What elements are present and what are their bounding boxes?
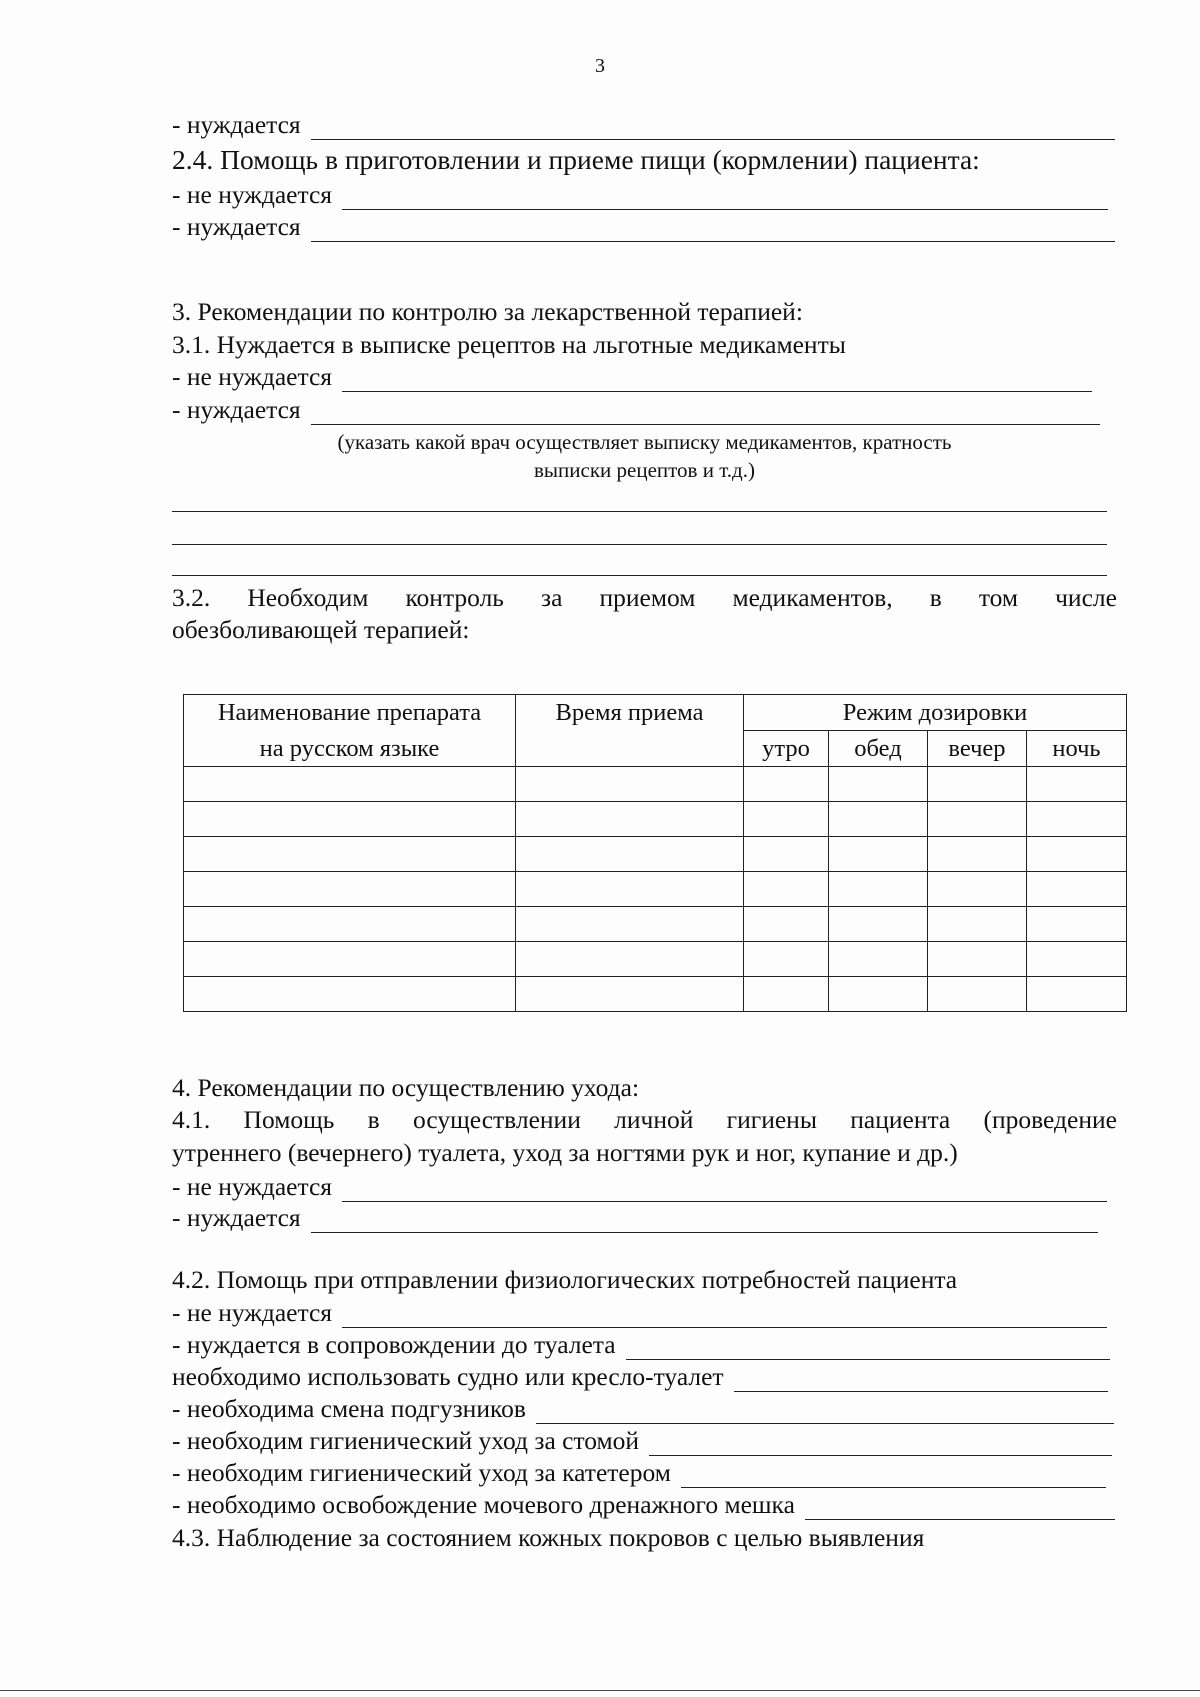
table-cell[interactable] <box>928 942 1027 977</box>
s4-1-word: (проведение <box>983 1105 1117 1134</box>
s3-2-word: в <box>929 583 942 612</box>
table-cell[interactable] <box>184 802 516 837</box>
table-cell[interactable] <box>184 872 516 907</box>
table-cell[interactable] <box>829 872 928 907</box>
s3-2-word: контроль <box>405 583 504 612</box>
s4-2-catheter-label: - необходим гигиенический уход за катетером <box>172 1458 671 1487</box>
table-cell[interactable] <box>829 907 928 942</box>
table-cell[interactable] <box>1027 907 1127 942</box>
table-cell[interactable] <box>829 802 928 837</box>
s4-1-needs-blank[interactable] <box>311 1210 1098 1233</box>
s3-1-hint-line-2: выписки рецептов и т.д.) <box>534 458 755 482</box>
s4-2-catheter-blank[interactable] <box>681 1465 1106 1488</box>
s4-2-stoma-blank[interactable] <box>649 1433 1112 1456</box>
s2-4-not-label: - не нуждается <box>172 180 332 209</box>
blank-rule-3[interactable] <box>172 575 1107 576</box>
header-time: Время приема <box>516 695 744 767</box>
s3-2-word: за <box>541 583 563 612</box>
table-cell[interactable] <box>829 767 928 802</box>
header-drug-name-line-2: на русском языке <box>259 735 440 762</box>
header-drug-name <box>184 695 516 767</box>
s4-2-diapers-label: - необходима смена подгузников <box>172 1394 526 1423</box>
blank-rule-1[interactable] <box>172 511 1107 512</box>
header-evening: вечер <box>928 731 1027 767</box>
header-night: ночь <box>1027 731 1127 767</box>
s4-1-not-line <box>172 1172 1107 1202</box>
table-cell[interactable] <box>928 837 1027 872</box>
table-cell[interactable] <box>744 837 829 872</box>
s3-1-not-blank[interactable] <box>342 369 1092 392</box>
table-cell[interactable] <box>1027 837 1127 872</box>
table-cell[interactable] <box>516 907 744 942</box>
table-cell[interactable] <box>928 802 1027 837</box>
s4-2-escort-line <box>172 1330 1110 1360</box>
s4-2-bag-line <box>172 1490 1115 1520</box>
s3-1-needs-line <box>172 395 1100 425</box>
table-cell[interactable] <box>829 942 928 977</box>
s3-2-word: 3.2. <box>172 583 211 612</box>
table-cell[interactable] <box>1027 767 1127 802</box>
s3-1-hint-line-1: (указать какой врач осуществляет выписку медикаментов, кратность <box>337 430 952 454</box>
table-cell[interactable] <box>744 872 829 907</box>
table-cell[interactable] <box>1027 872 1127 907</box>
s3-2-word: приемом <box>599 583 696 612</box>
top-needs-label: - нуждается <box>172 110 301 139</box>
section-4-3-heading: 4.3. Наблюдение за состоянием кожных покровов с целью выявления <box>172 1523 925 1552</box>
table-cell[interactable] <box>1027 942 1127 977</box>
s4-1-word: гигиены <box>726 1105 817 1134</box>
blank-rule-2[interactable] <box>172 544 1107 545</box>
section-4-heading: 4. Рекомендации по осуществлению ухода: <box>172 1073 640 1102</box>
s4-1-needs-line <box>172 1203 1098 1233</box>
s4-1-word: пациента <box>850 1105 951 1134</box>
table-cell[interactable] <box>184 977 516 1012</box>
table-cell[interactable] <box>516 837 744 872</box>
s4-2-not-label: - не нуждается <box>172 1298 332 1327</box>
s2-4-not-line <box>172 180 1108 210</box>
section-4-1-line-1 <box>172 1105 1117 1135</box>
medication-table <box>183 694 1127 1012</box>
table-cell[interactable] <box>744 767 829 802</box>
s4-2-stoma-label: - необходим гигиенический уход за стомой <box>172 1426 640 1455</box>
table-cell[interactable] <box>744 977 829 1012</box>
table-cell[interactable] <box>928 977 1027 1012</box>
top-needs-blank[interactable] <box>311 117 1115 140</box>
table-cell[interactable] <box>829 837 928 872</box>
section-4-1-line-2: утреннего (вечернего) туалета, уход за ногтями рук и ног, купание и др.) <box>172 1138 958 1167</box>
s2-4-needs-blank[interactable] <box>311 219 1115 242</box>
s3-2-word: том <box>978 583 1019 612</box>
s4-2-catheter-line <box>172 1458 1106 1488</box>
s4-1-word: в <box>367 1105 380 1134</box>
s3-1-needs-label: - нуждается <box>172 395 301 424</box>
header-lunch: обед <box>829 731 928 767</box>
table-cell[interactable] <box>516 872 744 907</box>
s4-1-not-blank[interactable] <box>342 1179 1107 1202</box>
section-4-2-heading: 4.2. Помощь при отправлении физиологических потребностей пациента <box>172 1265 958 1294</box>
table-cell[interactable] <box>829 977 928 1012</box>
s4-1-not-label: - не нуждается <box>172 1172 332 1201</box>
s4-2-escort-label: - нуждается в сопровождении до туалета <box>172 1330 616 1359</box>
s3-1-hint <box>172 428 1117 484</box>
section-3-1-heading: 3.1. Нуждается в выписке рецептов на льготные медикаменты <box>172 330 846 359</box>
table-row <box>184 942 1127 977</box>
header-dosing: Режим дозировки <box>744 695 1127 731</box>
s4-2-diapers-blank[interactable] <box>536 1401 1114 1424</box>
table-row <box>184 837 1127 872</box>
s4-1-needs-label: - нуждается <box>172 1203 301 1232</box>
table-row <box>184 802 1127 837</box>
table-cell[interactable] <box>516 942 744 977</box>
table-cell[interactable] <box>516 977 744 1012</box>
table-row <box>184 767 1127 802</box>
top-needs-line <box>172 110 1115 140</box>
table-cell[interactable] <box>516 802 744 837</box>
table-row <box>184 907 1127 942</box>
s4-2-stoma-line <box>172 1426 1112 1456</box>
table-cell[interactable] <box>1027 977 1127 1012</box>
section-3-2-line-2: обезболивающей терапией: <box>172 615 470 644</box>
table-cell[interactable] <box>184 907 516 942</box>
s3-1-needs-blank[interactable] <box>311 402 1100 425</box>
s3-2-word: медикаментов, <box>732 583 893 612</box>
section-3-heading: 3. Рекомендации по контролю за лекарственной терапией: <box>172 297 803 326</box>
s4-2-vessel-blank[interactable] <box>734 1369 1108 1392</box>
table-cell[interactable] <box>744 802 829 837</box>
s4-2-bag-label: - необходимо освобождение мочевого дренажного мешка <box>172 1490 795 1519</box>
s4-2-not-blank[interactable] <box>342 1305 1107 1328</box>
table-cell[interactable] <box>928 767 1027 802</box>
s4-1-word: 4.1. <box>172 1105 211 1134</box>
s2-4-not-blank[interactable] <box>342 187 1108 210</box>
table-cell[interactable] <box>744 907 829 942</box>
table-cell[interactable] <box>184 942 516 977</box>
s4-2-not-line <box>172 1298 1107 1328</box>
s4-2-escort-blank[interactable] <box>626 1337 1110 1360</box>
s4-2-vessel-line <box>172 1362 1108 1392</box>
s3-2-word: числе <box>1055 583 1117 612</box>
page-bottom-edge <box>0 1690 1200 1691</box>
table-cell[interactable] <box>744 942 829 977</box>
table-cell[interactable] <box>184 767 516 802</box>
table-cell[interactable] <box>184 837 516 872</box>
s4-1-word: Помощь <box>243 1105 335 1134</box>
s2-4-needs-label: - нуждается <box>172 212 301 241</box>
section-3-2-line-1 <box>172 583 1117 613</box>
section-2-4-heading: 2.4. Помощь в приготовлении и приеме пищи (кормлении) пациента: <box>172 144 980 175</box>
table-row <box>184 872 1127 907</box>
table-row <box>184 977 1127 1012</box>
header-morning: утро <box>744 731 829 767</box>
table-cell[interactable] <box>1027 802 1127 837</box>
table-cell[interactable] <box>516 767 744 802</box>
s3-2-word: Необходим <box>247 583 369 612</box>
s4-2-bag-blank[interactable] <box>805 1497 1115 1520</box>
table-cell[interactable] <box>928 907 1027 942</box>
table-cell[interactable] <box>928 872 1027 907</box>
s2-4-needs-line <box>172 212 1115 242</box>
header-drug-name-line-1: Наименование препарата <box>217 699 482 726</box>
s3-1-not-line <box>172 362 1092 392</box>
page-number: 3 <box>595 55 605 77</box>
s4-1-word: осуществлении <box>412 1105 581 1134</box>
s3-1-not-label: - не нуждается <box>172 362 332 391</box>
s4-1-word: личной <box>614 1105 694 1134</box>
s4-2-diapers-line <box>172 1394 1114 1424</box>
s4-2-vessel-label: необходимо использовать судно или кресло-туалет <box>172 1362 724 1391</box>
